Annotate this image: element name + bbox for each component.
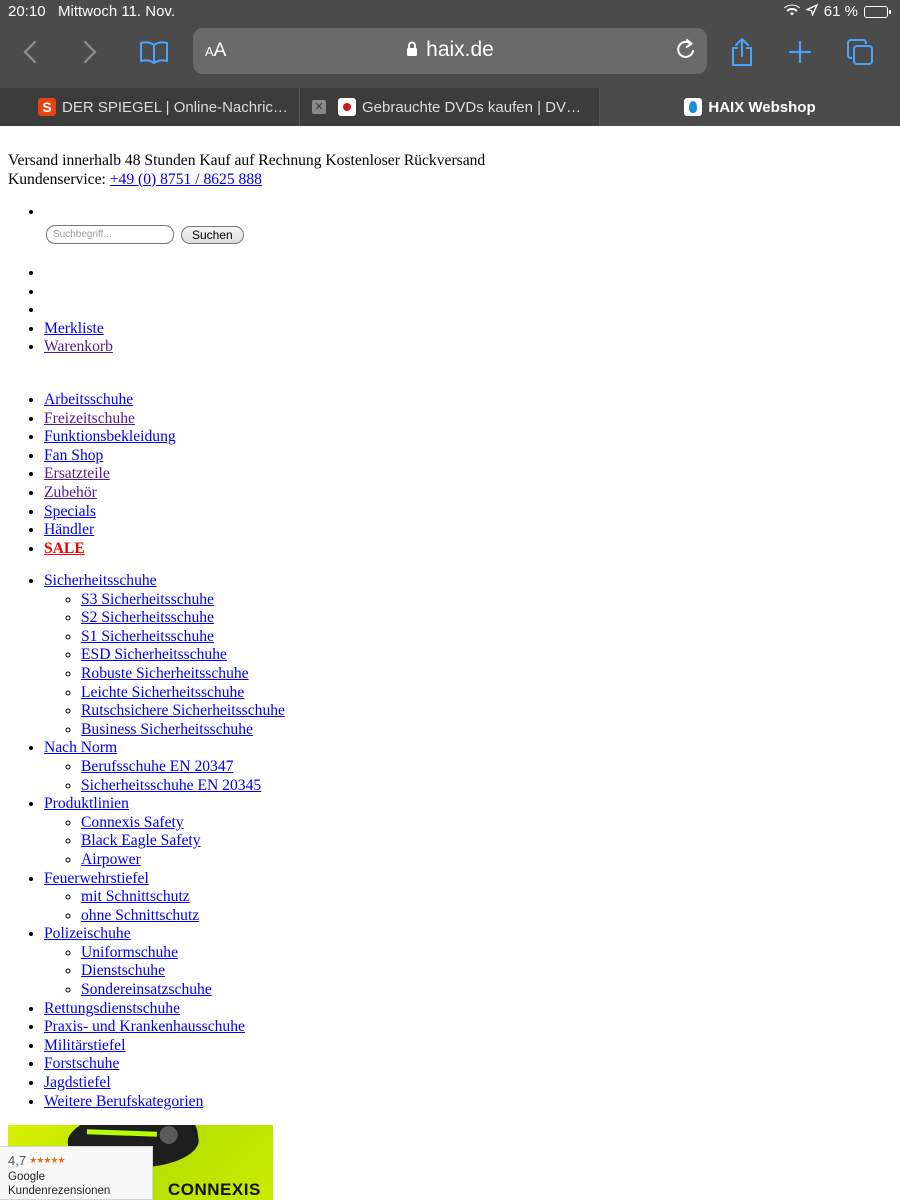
main-nav-item bbox=[44, 465, 176, 484]
status-right bbox=[784, 3, 888, 20]
subcategory-item bbox=[81, 628, 285, 647]
subcategory-item bbox=[81, 814, 285, 833]
forward-icon[interactable] bbox=[72, 34, 108, 70]
category-item bbox=[44, 870, 285, 926]
subcategory-link[interactable]: Sicherheitsschuhe EN 20345 bbox=[81, 776, 262, 794]
search-form bbox=[44, 222, 244, 248]
nav-freizeitschuhe[interactable]: Freizeitschuhe bbox=[44, 409, 135, 427]
nav-zubehoer[interactable]: Zubehör bbox=[44, 483, 97, 501]
category-item bbox=[44, 1018, 285, 1037]
category-link[interactable]: Sicherheitsschuhe bbox=[44, 572, 157, 589]
subcategory-link[interactable]: Connexis Safety bbox=[81, 813, 184, 831]
category-item bbox=[44, 1037, 285, 1056]
category-link[interactable]: Militärstiefel bbox=[44, 1036, 126, 1054]
subcategory-link[interactable]: S2 Sicherheitsschuhe bbox=[81, 609, 214, 627]
empty-list-item bbox=[44, 283, 113, 302]
status-time: 20:10 bbox=[8, 3, 46, 20]
status-bar bbox=[0, 0, 900, 24]
category-link[interactable]: Nach Norm bbox=[44, 739, 118, 757]
tab-title: HAIX Webshop bbox=[708, 98, 816, 116]
battery-icon bbox=[864, 6, 888, 18]
tab-dvds[interactable] bbox=[300, 88, 600, 126]
subcategory-item bbox=[81, 702, 285, 721]
reviews-google: Google bbox=[8, 1170, 46, 1183]
main-nav-item bbox=[44, 410, 176, 429]
subcategory-item bbox=[81, 609, 285, 628]
nav-funktionsbekleidung[interactable]: Funktionsbekleidung bbox=[44, 428, 176, 446]
nav-fan-shop[interactable]: Fan Shop bbox=[44, 446, 104, 464]
category-link[interactable]: Forstschuhe bbox=[44, 1055, 120, 1073]
haix-favicon bbox=[684, 98, 702, 116]
category-item bbox=[44, 1055, 285, 1074]
subcategory-item bbox=[81, 646, 285, 665]
reload-icon[interactable] bbox=[675, 37, 697, 66]
subcategory-list bbox=[44, 888, 285, 925]
wishlist-item bbox=[44, 320, 113, 339]
category-item bbox=[44, 1093, 285, 1112]
back-icon[interactable] bbox=[12, 34, 48, 70]
category-item bbox=[44, 739, 285, 795]
safari-toolbar bbox=[0, 28, 900, 76]
subcategory-link[interactable]: Uniformschuhe bbox=[81, 943, 179, 961]
empty-list-item bbox=[44, 264, 113, 283]
subcategory-item bbox=[81, 832, 285, 851]
main-nav-item bbox=[44, 484, 176, 503]
subcategory-list bbox=[44, 944, 285, 1000]
banner-brand: CONNEXIS bbox=[168, 1180, 261, 1199]
usp-text: Versand innerhalb 48 Stunden Kauf auf Rechnung Kostenloser Rückversand bbox=[8, 152, 486, 169]
cart-item bbox=[44, 338, 113, 357]
cart-link[interactable]: Warenkorb bbox=[44, 338, 113, 356]
subcategory-item bbox=[81, 944, 285, 963]
category-row bbox=[44, 1018, 285, 1037]
subcategory-item bbox=[81, 981, 285, 1000]
main-nav-item bbox=[44, 428, 176, 447]
category-row bbox=[44, 870, 285, 889]
nav-specials[interactable]: Specials bbox=[44, 502, 96, 520]
tab-spiegel[interactable] bbox=[0, 88, 300, 126]
subcategory-item bbox=[81, 758, 285, 777]
subcategory-link[interactable]: Berufsschuhe EN 20347 bbox=[81, 757, 234, 775]
url-host: haix.de bbox=[426, 38, 494, 61]
service-label: Kundenservice: bbox=[8, 170, 106, 188]
subcategory-link[interactable]: S3 Sicherheitsschuhe bbox=[81, 590, 214, 608]
subcategory-link[interactable]: Leichte Sicherheitsschuhe bbox=[81, 683, 245, 701]
tab-title: DER SPIEGEL | Online-Nachric… bbox=[62, 98, 288, 116]
battery-percent: 61 % bbox=[823, 3, 858, 20]
google-reviews-badge[interactable] bbox=[0, 1146, 153, 1200]
status-date: Mittwoch 11. Nov. bbox=[58, 3, 175, 20]
main-nav-item bbox=[44, 540, 176, 559]
category-link[interactable]: Produktlinien bbox=[44, 795, 129, 813]
nav-sale[interactable]: SALE bbox=[44, 539, 85, 557]
spiegel-favicon: S bbox=[38, 98, 56, 116]
category-item bbox=[44, 1074, 285, 1093]
service-phone-link[interactable]: +49 (0) 8751 / 8625 888 bbox=[109, 170, 262, 188]
subcategory-item bbox=[81, 888, 285, 907]
subcategory-item bbox=[81, 721, 285, 740]
category-link[interactable]: Weitere Berufskategorien bbox=[44, 1092, 204, 1110]
subcategory-item bbox=[81, 777, 285, 796]
location-icon bbox=[806, 3, 818, 20]
wishlist-link[interactable]: Merkliste bbox=[44, 319, 104, 337]
category-item bbox=[44, 925, 285, 999]
subcategory-item bbox=[81, 851, 285, 870]
category-item bbox=[44, 795, 285, 869]
search-list bbox=[44, 203, 244, 248]
category-nav bbox=[44, 572, 285, 1111]
subcategory-link[interactable]: Black Eagle Safety bbox=[81, 832, 201, 850]
subcategory-link[interactable]: Sondereinsatzschuhe bbox=[81, 981, 212, 999]
category-row bbox=[44, 1074, 285, 1093]
subcategory-link[interactable]: mit Schnittschutz bbox=[81, 888, 190, 906]
main-nav bbox=[44, 391, 176, 558]
category-link[interactable]: Jagdstiefel bbox=[44, 1074, 111, 1092]
address-bar[interactable] bbox=[193, 28, 707, 74]
nav-arbeitsschuhe[interactable]: Arbeitsschuhe bbox=[44, 391, 134, 408]
text-size-button[interactable]: AA bbox=[205, 40, 227, 61]
search-input[interactable] bbox=[46, 225, 174, 244]
category-row bbox=[44, 739, 285, 758]
subcategory-item bbox=[81, 907, 285, 926]
category-row bbox=[44, 1037, 285, 1056]
share-icon[interactable] bbox=[724, 34, 760, 70]
subcategory-list bbox=[44, 758, 285, 795]
category-link[interactable]: Polizeischuhe bbox=[44, 925, 131, 943]
tabs-overview-icon[interactable] bbox=[842, 34, 878, 70]
close-tab-icon[interactable]: ✕ bbox=[312, 100, 326, 114]
bookmarks-icon[interactable] bbox=[136, 34, 172, 70]
empty-list-item bbox=[44, 301, 113, 320]
category-item bbox=[44, 1000, 285, 1019]
category-row bbox=[44, 1055, 285, 1074]
subcategory-link[interactable]: Airpower bbox=[81, 850, 141, 868]
search-button[interactable]: Suchen bbox=[181, 226, 244, 244]
category-row bbox=[44, 1093, 285, 1112]
nav-ersatzteile[interactable]: Ersatzteile bbox=[44, 465, 110, 483]
subcategory-list bbox=[44, 591, 285, 740]
category-link[interactable]: Praxis- und Krankenhausschuhe bbox=[44, 1018, 245, 1036]
subcategory-item bbox=[81, 684, 285, 703]
wifi-icon bbox=[784, 3, 800, 20]
customer-service bbox=[8, 171, 485, 190]
tab-bar bbox=[0, 88, 900, 126]
dvd-favicon bbox=[338, 98, 356, 116]
empty-list-item bbox=[44, 203, 244, 222]
reviews-label: Kundenrezensionen bbox=[8, 1185, 111, 1197]
rating-value: 4,7 bbox=[8, 1153, 27, 1168]
subcategory-link[interactable]: ESD Sicherheitsschuhe bbox=[81, 646, 227, 664]
subcategory-list bbox=[44, 814, 285, 870]
main-nav-item bbox=[44, 447, 176, 466]
category-item bbox=[44, 572, 285, 739]
lock-icon bbox=[406, 39, 418, 63]
subcategory-item bbox=[81, 962, 285, 981]
browser-chrome bbox=[0, 0, 900, 126]
new-tab-icon[interactable] bbox=[782, 34, 818, 70]
category-row bbox=[44, 1000, 285, 1019]
subcategory-item bbox=[81, 665, 285, 684]
web-page bbox=[0, 126, 900, 1200]
category-link[interactable]: Rettungsdienstschuhe bbox=[44, 999, 180, 1017]
main-nav-item bbox=[44, 503, 176, 522]
usp-bar bbox=[8, 152, 485, 189]
subcategory-link[interactable]: Business Sicherheitsschuhe bbox=[81, 720, 253, 738]
subcategory-link[interactable]: Rutschsichere Sicherheitsschuhe bbox=[81, 702, 285, 720]
category-row bbox=[44, 795, 285, 814]
tab-title: Gebrauchte DVDs kaufen | DV… bbox=[362, 98, 581, 116]
subcategory-link[interactable]: Dienstschuhe bbox=[81, 962, 166, 980]
rating-row bbox=[8, 1153, 144, 1170]
main-nav-item bbox=[44, 391, 176, 410]
account-list bbox=[44, 264, 113, 357]
subcategory-link[interactable]: Robuste Sicherheitsschuhe bbox=[81, 664, 249, 682]
subcategory-link[interactable]: S1 Sicherheitsschuhe bbox=[81, 627, 214, 645]
category-row bbox=[44, 572, 285, 591]
url-display[interactable] bbox=[193, 38, 707, 63]
subcategory-link[interactable]: ohne Schnittschutz bbox=[81, 906, 200, 924]
category-link[interactable]: Feuerwehrstiefel bbox=[44, 869, 149, 887]
star-rating: ★★★★★ bbox=[29, 1155, 65, 1165]
main-nav-item bbox=[44, 521, 176, 540]
subcategory-item bbox=[81, 591, 285, 610]
nav-haendler[interactable]: Händler bbox=[44, 521, 95, 539]
tab-haix[interactable] bbox=[600, 88, 900, 126]
category-row bbox=[44, 925, 285, 944]
